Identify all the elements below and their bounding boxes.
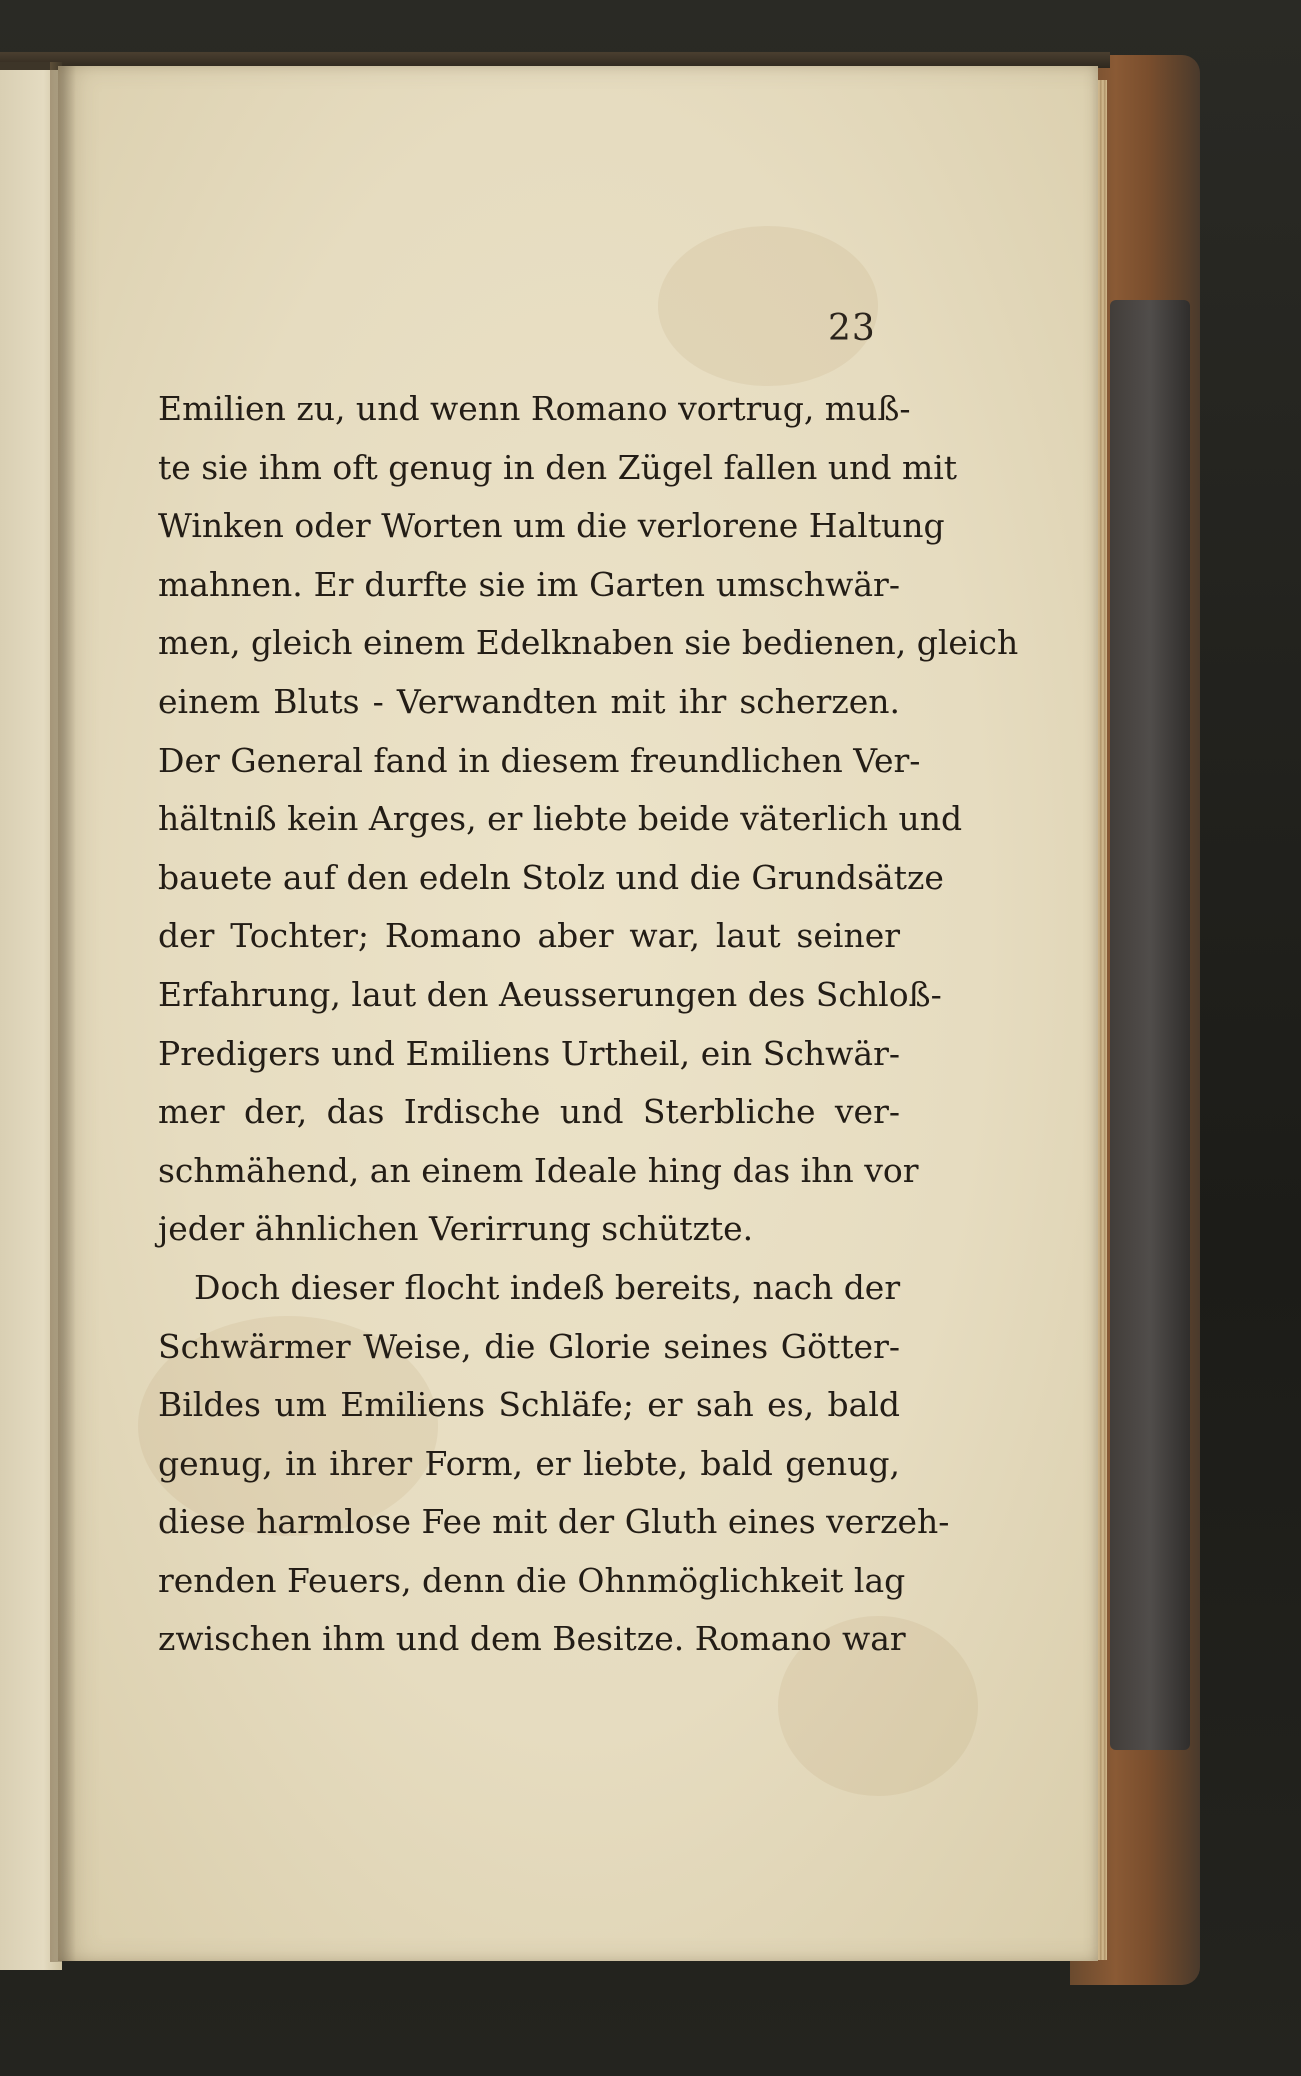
text-line: men, gleich einem Edelknaben sie bedienen, gleich bbox=[158, 623, 1019, 663]
paper-stain bbox=[658, 226, 878, 386]
text-line: diese harmlose Fee mit der Gluth eines verzeh- bbox=[158, 1502, 950, 1542]
text-line: zwischen ihm und dem Besitze. Romano war bbox=[158, 1619, 906, 1659]
text-line: einem Bluts - Verwandten mit ihr scherzen. bbox=[158, 681, 900, 721]
text-line: renden Feuers, denn die Ohnmöglichkeit lag bbox=[158, 1560, 906, 1600]
text-line: genug, in ihrer Form, er liebte, bald genug, bbox=[158, 1443, 900, 1483]
binding-gutter bbox=[50, 62, 76, 1962]
text-line: Predigers und Emiliens Urtheil, ein Schwär- bbox=[158, 1033, 900, 1073]
text-line: te sie ihm oft genug in den Zügel fallen und mit bbox=[158, 447, 958, 487]
text-line: Erfahrung, laut den Aeusserungen des Schloß- bbox=[158, 974, 942, 1014]
text-line: Doch dieser flocht indeß bereits, nach der bbox=[194, 1267, 901, 1307]
body-text bbox=[158, 380, 1019, 1669]
text-line: mahnen. Er durfte sie im Garten umschwär- bbox=[158, 564, 900, 604]
page-number: 23 bbox=[828, 308, 876, 349]
cover-spine-patch bbox=[1110, 300, 1190, 1750]
text-line: Winken oder Worten um die verlorene Haltung bbox=[158, 506, 945, 546]
text-line: der Tochter; Romano aber war, laut seiner bbox=[158, 916, 900, 956]
text-line: Der General fand in diesem freundlichen Ver- bbox=[158, 740, 921, 780]
text-line: bauete auf den edeln Stolz und die Grundsätze bbox=[158, 857, 944, 897]
text-line: jeder ähnlichen Verirrung schützte. bbox=[158, 1209, 754, 1249]
text-line: mer der, das Irdische und Sterbliche ver- bbox=[158, 1092, 900, 1132]
text-line: Emilien zu, und wenn Romano vortrug, muß- bbox=[158, 389, 911, 428]
text-line: Schwärmer Weise, die Glorie seines Götter- bbox=[158, 1326, 900, 1366]
text-line: Bildes um Emiliens Schläfe; er sah es, bald bbox=[158, 1385, 900, 1425]
text-line: hältniß kein Arges, er liebte beide väterlich und bbox=[158, 799, 963, 839]
text-line: schmähend, an einem Ideale hing das ihn vor bbox=[158, 1150, 919, 1190]
